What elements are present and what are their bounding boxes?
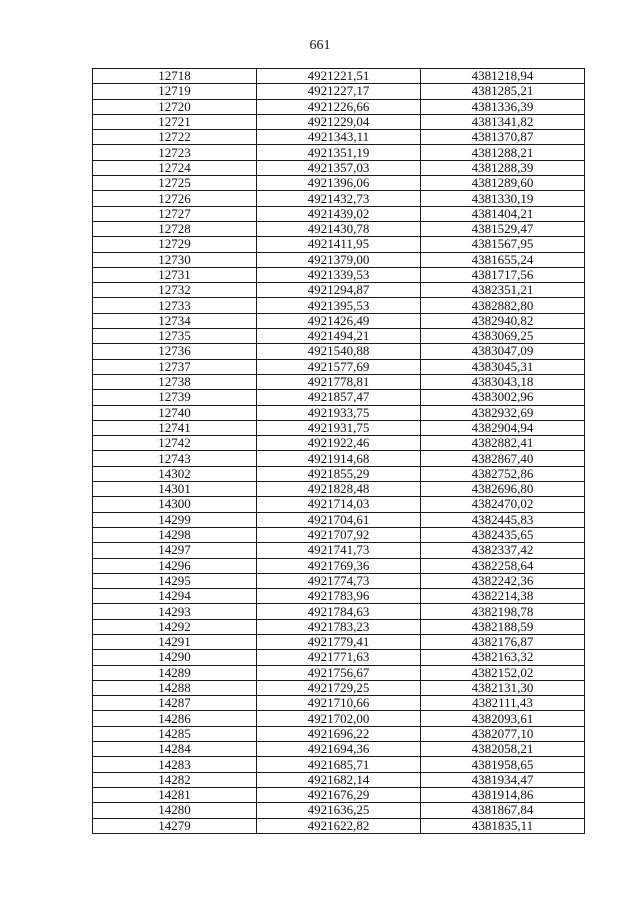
y-coordinate-cell: 4382131,30	[421, 680, 585, 695]
point-number-cell: 12741	[93, 420, 257, 435]
x-coordinate-cell: 4921221,51	[257, 69, 421, 84]
x-coordinate-cell: 4921710,66	[257, 696, 421, 711]
y-coordinate-cell: 4381958,65	[421, 757, 585, 772]
point-number-cell: 12738	[93, 374, 257, 389]
point-number-cell: 12737	[93, 359, 257, 374]
x-coordinate-cell: 4921577,69	[257, 359, 421, 374]
x-coordinate-cell: 4921227,17	[257, 84, 421, 99]
x-coordinate-cell: 4921783,96	[257, 589, 421, 604]
x-coordinate-cell: 4921226,66	[257, 99, 421, 114]
y-coordinate-cell: 4382198,78	[421, 604, 585, 619]
x-coordinate-cell: 4921379,00	[257, 252, 421, 267]
y-coordinate-cell: 4381218,94	[421, 69, 585, 84]
point-number-cell: 12739	[93, 390, 257, 405]
table-row	[93, 84, 585, 99]
x-coordinate-cell: 4921432,73	[257, 191, 421, 206]
x-coordinate-cell: 4921769,36	[257, 558, 421, 573]
table-row	[93, 420, 585, 435]
table-row	[93, 482, 585, 497]
x-coordinate-cell: 4921696,22	[257, 726, 421, 741]
point-number-cell: 14300	[93, 497, 257, 512]
table-row	[93, 191, 585, 206]
y-coordinate-cell: 4382111,43	[421, 696, 585, 711]
x-coordinate-cell: 4921229,04	[257, 114, 421, 129]
point-number-cell: 14293	[93, 604, 257, 619]
point-number-cell: 14299	[93, 512, 257, 527]
y-coordinate-cell: 4382882,80	[421, 298, 585, 313]
point-number-cell: 14280	[93, 803, 257, 818]
y-coordinate-cell: 4382093,61	[421, 711, 585, 726]
table-row	[93, 436, 585, 451]
point-number-cell: 12732	[93, 283, 257, 298]
x-coordinate-cell: 4921707,92	[257, 527, 421, 542]
table-row	[93, 298, 585, 313]
table-row	[93, 497, 585, 512]
table-row	[93, 176, 585, 191]
point-number-cell: 14281	[93, 787, 257, 802]
table-row	[93, 374, 585, 389]
y-coordinate-cell: 4381567,95	[421, 237, 585, 252]
table-row	[93, 359, 585, 374]
x-coordinate-cell: 4921857,47	[257, 390, 421, 405]
point-number-cell: 14283	[93, 757, 257, 772]
x-coordinate-cell: 4921411,95	[257, 237, 421, 252]
x-coordinate-cell: 4921343,11	[257, 130, 421, 145]
point-number-cell: 14295	[93, 573, 257, 588]
y-coordinate-cell: 4381336,39	[421, 99, 585, 114]
table-row	[93, 573, 585, 588]
point-number-cell: 14284	[93, 742, 257, 757]
point-number-cell: 12726	[93, 191, 257, 206]
y-coordinate-cell: 4381288,39	[421, 160, 585, 175]
y-coordinate-cell: 4381404,21	[421, 206, 585, 221]
table-row	[93, 680, 585, 695]
x-coordinate-cell: 4921395,53	[257, 298, 421, 313]
y-coordinate-cell: 4381914,86	[421, 787, 585, 802]
table-row	[93, 114, 585, 129]
point-number-cell: 14297	[93, 543, 257, 558]
x-coordinate-cell: 4921339,53	[257, 267, 421, 282]
x-coordinate-cell: 4921426,49	[257, 313, 421, 328]
point-number-cell: 12719	[93, 84, 257, 99]
y-coordinate-cell: 4381717,56	[421, 267, 585, 282]
point-number-cell: 14288	[93, 680, 257, 695]
table-row	[93, 267, 585, 282]
point-number-cell: 12733	[93, 298, 257, 313]
point-number-cell: 12725	[93, 176, 257, 191]
table-row	[93, 405, 585, 420]
table-row	[93, 99, 585, 114]
x-coordinate-cell: 4921779,41	[257, 634, 421, 649]
point-number-cell: 14290	[93, 650, 257, 665]
table-row	[93, 589, 585, 604]
table-row	[93, 665, 585, 680]
x-coordinate-cell: 4921676,29	[257, 787, 421, 802]
x-coordinate-cell: 4921396,06	[257, 176, 421, 191]
x-coordinate-cell: 4921714,03	[257, 497, 421, 512]
point-number-cell: 12720	[93, 99, 257, 114]
y-coordinate-cell: 4382435,65	[421, 527, 585, 542]
table-row	[93, 313, 585, 328]
table-row	[93, 726, 585, 741]
x-coordinate-cell: 4921771,63	[257, 650, 421, 665]
table-row	[93, 221, 585, 236]
x-coordinate-cell: 4921636,25	[257, 803, 421, 818]
y-coordinate-cell: 4382940,82	[421, 313, 585, 328]
point-number-cell: 14296	[93, 558, 257, 573]
y-coordinate-cell: 4382752,86	[421, 466, 585, 481]
table-row	[93, 329, 585, 344]
table-row	[93, 130, 585, 145]
x-coordinate-cell: 4921540,88	[257, 344, 421, 359]
x-coordinate-cell: 4921828,48	[257, 482, 421, 497]
table-body	[93, 69, 585, 834]
y-coordinate-cell: 4381867,84	[421, 803, 585, 818]
point-number-cell: 14291	[93, 634, 257, 649]
x-coordinate-cell: 4921294,87	[257, 283, 421, 298]
y-coordinate-cell: 4382163,32	[421, 650, 585, 665]
point-number-cell: 12736	[93, 344, 257, 359]
y-coordinate-cell: 4382932,69	[421, 405, 585, 420]
y-coordinate-cell: 4381289,60	[421, 176, 585, 191]
x-coordinate-cell: 4921855,29	[257, 466, 421, 481]
x-coordinate-cell: 4921784,63	[257, 604, 421, 619]
y-coordinate-cell: 4382152,02	[421, 665, 585, 680]
y-coordinate-cell: 4383002,96	[421, 390, 585, 405]
table-row	[93, 451, 585, 466]
point-number-cell: 14282	[93, 772, 257, 787]
table-row	[93, 818, 585, 833]
table-row	[93, 283, 585, 298]
point-number-cell: 14301	[93, 482, 257, 497]
table-row	[93, 237, 585, 252]
table-row	[93, 252, 585, 267]
point-number-cell: 12730	[93, 252, 257, 267]
point-number-cell: 12723	[93, 145, 257, 160]
table-row	[93, 344, 585, 359]
x-coordinate-cell: 4921783,23	[257, 619, 421, 634]
y-coordinate-cell: 4382445,83	[421, 512, 585, 527]
table-row	[93, 69, 585, 84]
table-row	[93, 619, 585, 634]
y-coordinate-cell: 4382214,38	[421, 589, 585, 604]
x-coordinate-cell: 4921682,14	[257, 772, 421, 787]
y-coordinate-cell: 4382058,21	[421, 742, 585, 757]
y-coordinate-cell: 4382867,40	[421, 451, 585, 466]
y-coordinate-cell: 4381285,21	[421, 84, 585, 99]
y-coordinate-cell: 4381835,11	[421, 818, 585, 833]
x-coordinate-cell: 4921702,00	[257, 711, 421, 726]
x-coordinate-cell: 4921694,36	[257, 742, 421, 757]
point-number-cell: 14287	[93, 696, 257, 711]
table-row	[93, 772, 585, 787]
point-number-cell: 14298	[93, 527, 257, 542]
y-coordinate-cell: 4382242,36	[421, 573, 585, 588]
point-number-cell: 12729	[93, 237, 257, 252]
point-number-cell: 12740	[93, 405, 257, 420]
y-coordinate-cell: 4383069,25	[421, 329, 585, 344]
x-coordinate-cell: 4921729,25	[257, 680, 421, 695]
table-row	[93, 527, 585, 542]
y-coordinate-cell: 4382258,64	[421, 558, 585, 573]
x-coordinate-cell: 4921778,81	[257, 374, 421, 389]
x-coordinate-cell: 4921741,73	[257, 543, 421, 558]
point-number-cell: 14294	[93, 589, 257, 604]
table-row	[93, 787, 585, 802]
table-row	[93, 512, 585, 527]
point-number-cell: 12742	[93, 436, 257, 451]
point-number-cell: 12728	[93, 221, 257, 236]
y-coordinate-cell: 4382188,59	[421, 619, 585, 634]
x-coordinate-cell: 4921685,71	[257, 757, 421, 772]
x-coordinate-cell: 4921933,75	[257, 405, 421, 420]
y-coordinate-cell: 4382470,02	[421, 497, 585, 512]
y-coordinate-cell: 4381655,24	[421, 252, 585, 267]
point-number-cell: 12727	[93, 206, 257, 221]
x-coordinate-cell: 4921704,61	[257, 512, 421, 527]
table-row	[93, 604, 585, 619]
y-coordinate-cell: 4382696,80	[421, 482, 585, 497]
point-number-cell: 12722	[93, 130, 257, 145]
point-number-cell: 14302	[93, 466, 257, 481]
table-row	[93, 466, 585, 481]
x-coordinate-cell: 4921922,46	[257, 436, 421, 451]
y-coordinate-cell: 4381330,19	[421, 191, 585, 206]
table-row	[93, 711, 585, 726]
point-number-cell: 14279	[93, 818, 257, 833]
y-coordinate-cell: 4382351,21	[421, 283, 585, 298]
y-coordinate-cell: 4382176,87	[421, 634, 585, 649]
point-number-cell: 12734	[93, 313, 257, 328]
point-number-cell: 14289	[93, 665, 257, 680]
table-row	[93, 696, 585, 711]
y-coordinate-cell: 4381370,87	[421, 130, 585, 145]
x-coordinate-cell: 4921931,75	[257, 420, 421, 435]
table-row	[93, 757, 585, 772]
table-row	[93, 390, 585, 405]
y-coordinate-cell: 4382077,10	[421, 726, 585, 741]
table-row	[93, 543, 585, 558]
table-row	[93, 634, 585, 649]
x-coordinate-cell: 4921357,03	[257, 160, 421, 175]
x-coordinate-cell: 4921774,73	[257, 573, 421, 588]
x-coordinate-cell: 4921351,19	[257, 145, 421, 160]
y-coordinate-cell: 4381341,82	[421, 114, 585, 129]
point-number-cell: 14286	[93, 711, 257, 726]
table-row	[93, 206, 585, 221]
y-coordinate-cell: 4383043,18	[421, 374, 585, 389]
y-coordinate-cell: 4381529,47	[421, 221, 585, 236]
y-coordinate-cell: 4382337,42	[421, 543, 585, 558]
x-coordinate-cell: 4921439,02	[257, 206, 421, 221]
point-number-cell: 12724	[93, 160, 257, 175]
table-row	[93, 650, 585, 665]
page-number: 661	[309, 38, 331, 53]
table-row	[93, 160, 585, 175]
x-coordinate-cell: 4921914,68	[257, 451, 421, 466]
table-row	[93, 145, 585, 160]
y-coordinate-cell: 4383047,09	[421, 344, 585, 359]
x-coordinate-cell: 4921756,67	[257, 665, 421, 680]
x-coordinate-cell: 4921622,82	[257, 818, 421, 833]
table-row	[93, 558, 585, 573]
table-row	[93, 742, 585, 757]
point-number-cell: 12718	[93, 69, 257, 84]
y-coordinate-cell: 4381288,21	[421, 145, 585, 160]
coordinates-table	[92, 68, 585, 834]
point-number-cell: 14292	[93, 619, 257, 634]
x-coordinate-cell: 4921494,21	[257, 329, 421, 344]
point-number-cell: 14285	[93, 726, 257, 741]
point-number-cell: 12731	[93, 267, 257, 282]
y-coordinate-cell: 4381934,47	[421, 772, 585, 787]
y-coordinate-cell: 4382904,94	[421, 420, 585, 435]
point-number-cell: 12735	[93, 329, 257, 344]
y-coordinate-cell: 4383045,31	[421, 359, 585, 374]
point-number-cell: 12743	[93, 451, 257, 466]
table-row	[93, 803, 585, 818]
y-coordinate-cell: 4382882,41	[421, 436, 585, 451]
x-coordinate-cell: 4921430,78	[257, 221, 421, 236]
point-number-cell: 12721	[93, 114, 257, 129]
